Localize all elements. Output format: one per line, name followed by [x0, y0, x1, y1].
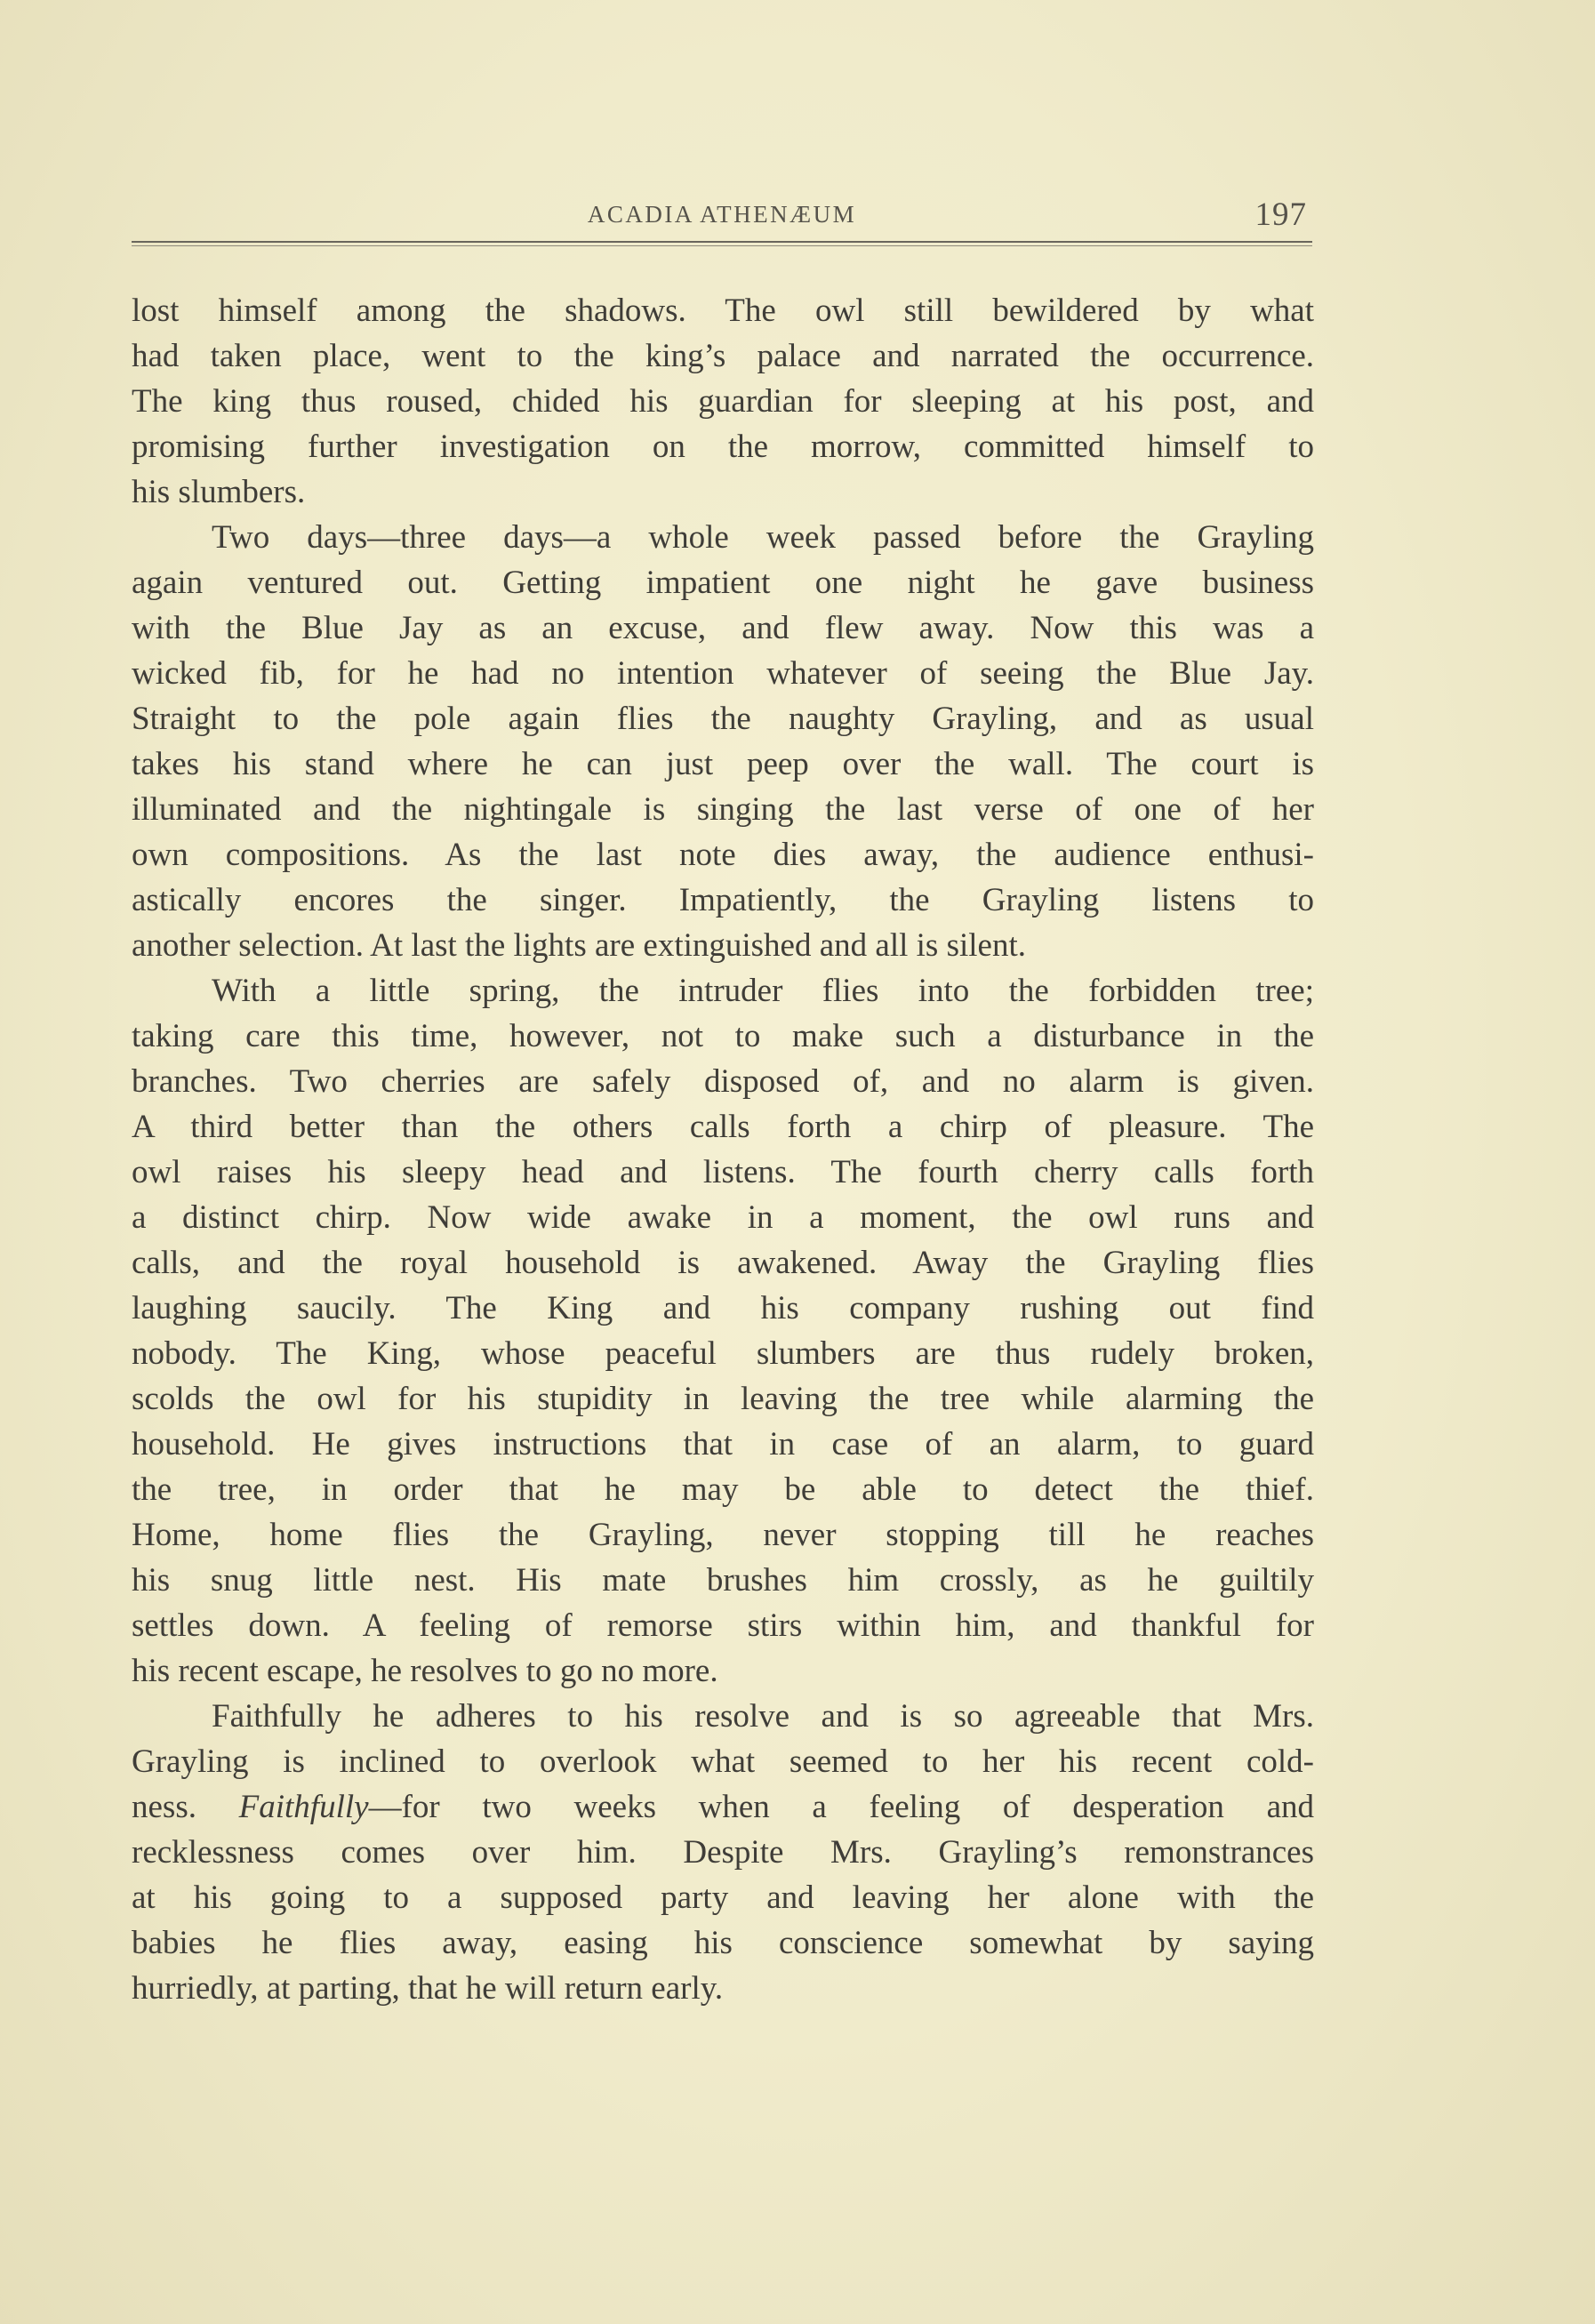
text-line: calls, and the royal household is awakened. Away the Grayling flies — [132, 1245, 1314, 1281]
page-header — [132, 194, 1312, 236]
text-line: Faithfully he adheres to his resolve and is so agreeable that Mrs. — [212, 1698, 1314, 1735]
text-line: another selection. At last the lights are extinguished and all is silent. — [132, 927, 1026, 964]
header-rule-thin — [132, 245, 1312, 246]
text-line: owl raises his sleepy head and listens. The fourth cherry calls forth — [132, 1154, 1314, 1190]
text-line: Home, home flies the Grayling, never stopping till he reaches — [132, 1517, 1314, 1553]
text-line: astically encores the singer. Impatiently, the Grayling listens to — [132, 882, 1314, 918]
text-line: had taken place, went to the king’s palace and narrated the occurrence. — [132, 338, 1314, 374]
body-text — [132, 288, 1314, 2011]
running-head: ACADIA ATHENÆUM — [587, 201, 857, 228]
text-line: branches. Two cherries are safely disposed of, and no alarm is given. — [132, 1063, 1314, 1100]
text-line: Straight to the pole again flies the naughty Grayling, and as usual — [132, 701, 1314, 737]
text-line: a distinct chirp. Now wide awake in a moment, the owl runs and — [132, 1199, 1314, 1236]
text-line: ness. Faithfully—for two weeks when a feeling of desperation and — [132, 1789, 1314, 1825]
text-line: with the Blue Jay as an excuse, and flew away. Now this was a — [132, 610, 1314, 646]
text-line: his recent escape, he resolves to go no more. — [132, 1653, 718, 1689]
text-line: again ventured out. Getting impatient one night he gave business — [132, 565, 1314, 601]
paragraph — [132, 288, 1314, 515]
text-line: his snug little nest. His mate brushes him crossly, as he guiltily — [132, 1562, 1314, 1599]
text-line: laughing saucily. The King and his company rushing out find — [132, 1290, 1314, 1326]
text-line: takes his stand where he can just peep over the wall. The court is — [132, 746, 1314, 782]
text-line: illuminated and the nightingale is singing the last verse of one of her — [132, 791, 1314, 828]
paragraph — [132, 1694, 1314, 2011]
text-line: scolds the owl for his stupidity in leaving the tree while alarming the — [132, 1381, 1314, 1417]
text-line: A third better than the others calls forth a chirp of pleasure. The — [132, 1109, 1314, 1145]
text-line: promising further investigation on the morrow, committed himself to — [132, 429, 1314, 465]
text-line: at his going to a supposed party and leaving her alone with the — [132, 1879, 1314, 1916]
paragraph — [132, 968, 1314, 1694]
text-line: Two days—three days—a whole week passed before the Grayling — [212, 519, 1314, 556]
text-line: Grayling is inclined to overlook what seemed to her his recent cold- — [132, 1743, 1314, 1780]
text-line: own compositions. As the last note dies away, the audience enthusi- — [132, 837, 1314, 873]
text-line: the tree, in order that he may be able to detect the thief. — [132, 1471, 1314, 1508]
text-line: lost himself among the shadows. The owl still bewildered by what — [132, 293, 1314, 329]
text-line: household. He gives instructions that in case of an alarm, to guard — [132, 1426, 1314, 1463]
text-line: nobody. The King, whose peaceful slumbers are thus rudely broken, — [132, 1335, 1314, 1372]
text-line: recklessness comes over him. Despite Mrs. Grayling’s remonstrances — [132, 1834, 1314, 1871]
text-line: wicked fib, for he had no intention whatever of seeing the Blue Jay. — [132, 655, 1314, 692]
text-line: taking care this time, however, not to make such a disturbance in the — [132, 1018, 1314, 1054]
page-number: 197 — [1254, 196, 1307, 233]
header-rule — [132, 241, 1312, 243]
text-line: With a little spring, the intruder flies into the forbidden tree; — [212, 973, 1314, 1009]
text-line: his slumbers. — [132, 474, 306, 510]
text-line: hurriedly, at parting, that he will return early. — [132, 1970, 724, 2007]
text-line: babies he flies away, easing his conscience somewhat by saying — [132, 1925, 1314, 1961]
text-line: The king thus roused, chided his guardian for sleeping at his post, and — [132, 383, 1314, 420]
text-line: settles down. A feeling of remorse stirs within him, and thankful for — [132, 1607, 1314, 1644]
paragraph — [132, 515, 1314, 968]
